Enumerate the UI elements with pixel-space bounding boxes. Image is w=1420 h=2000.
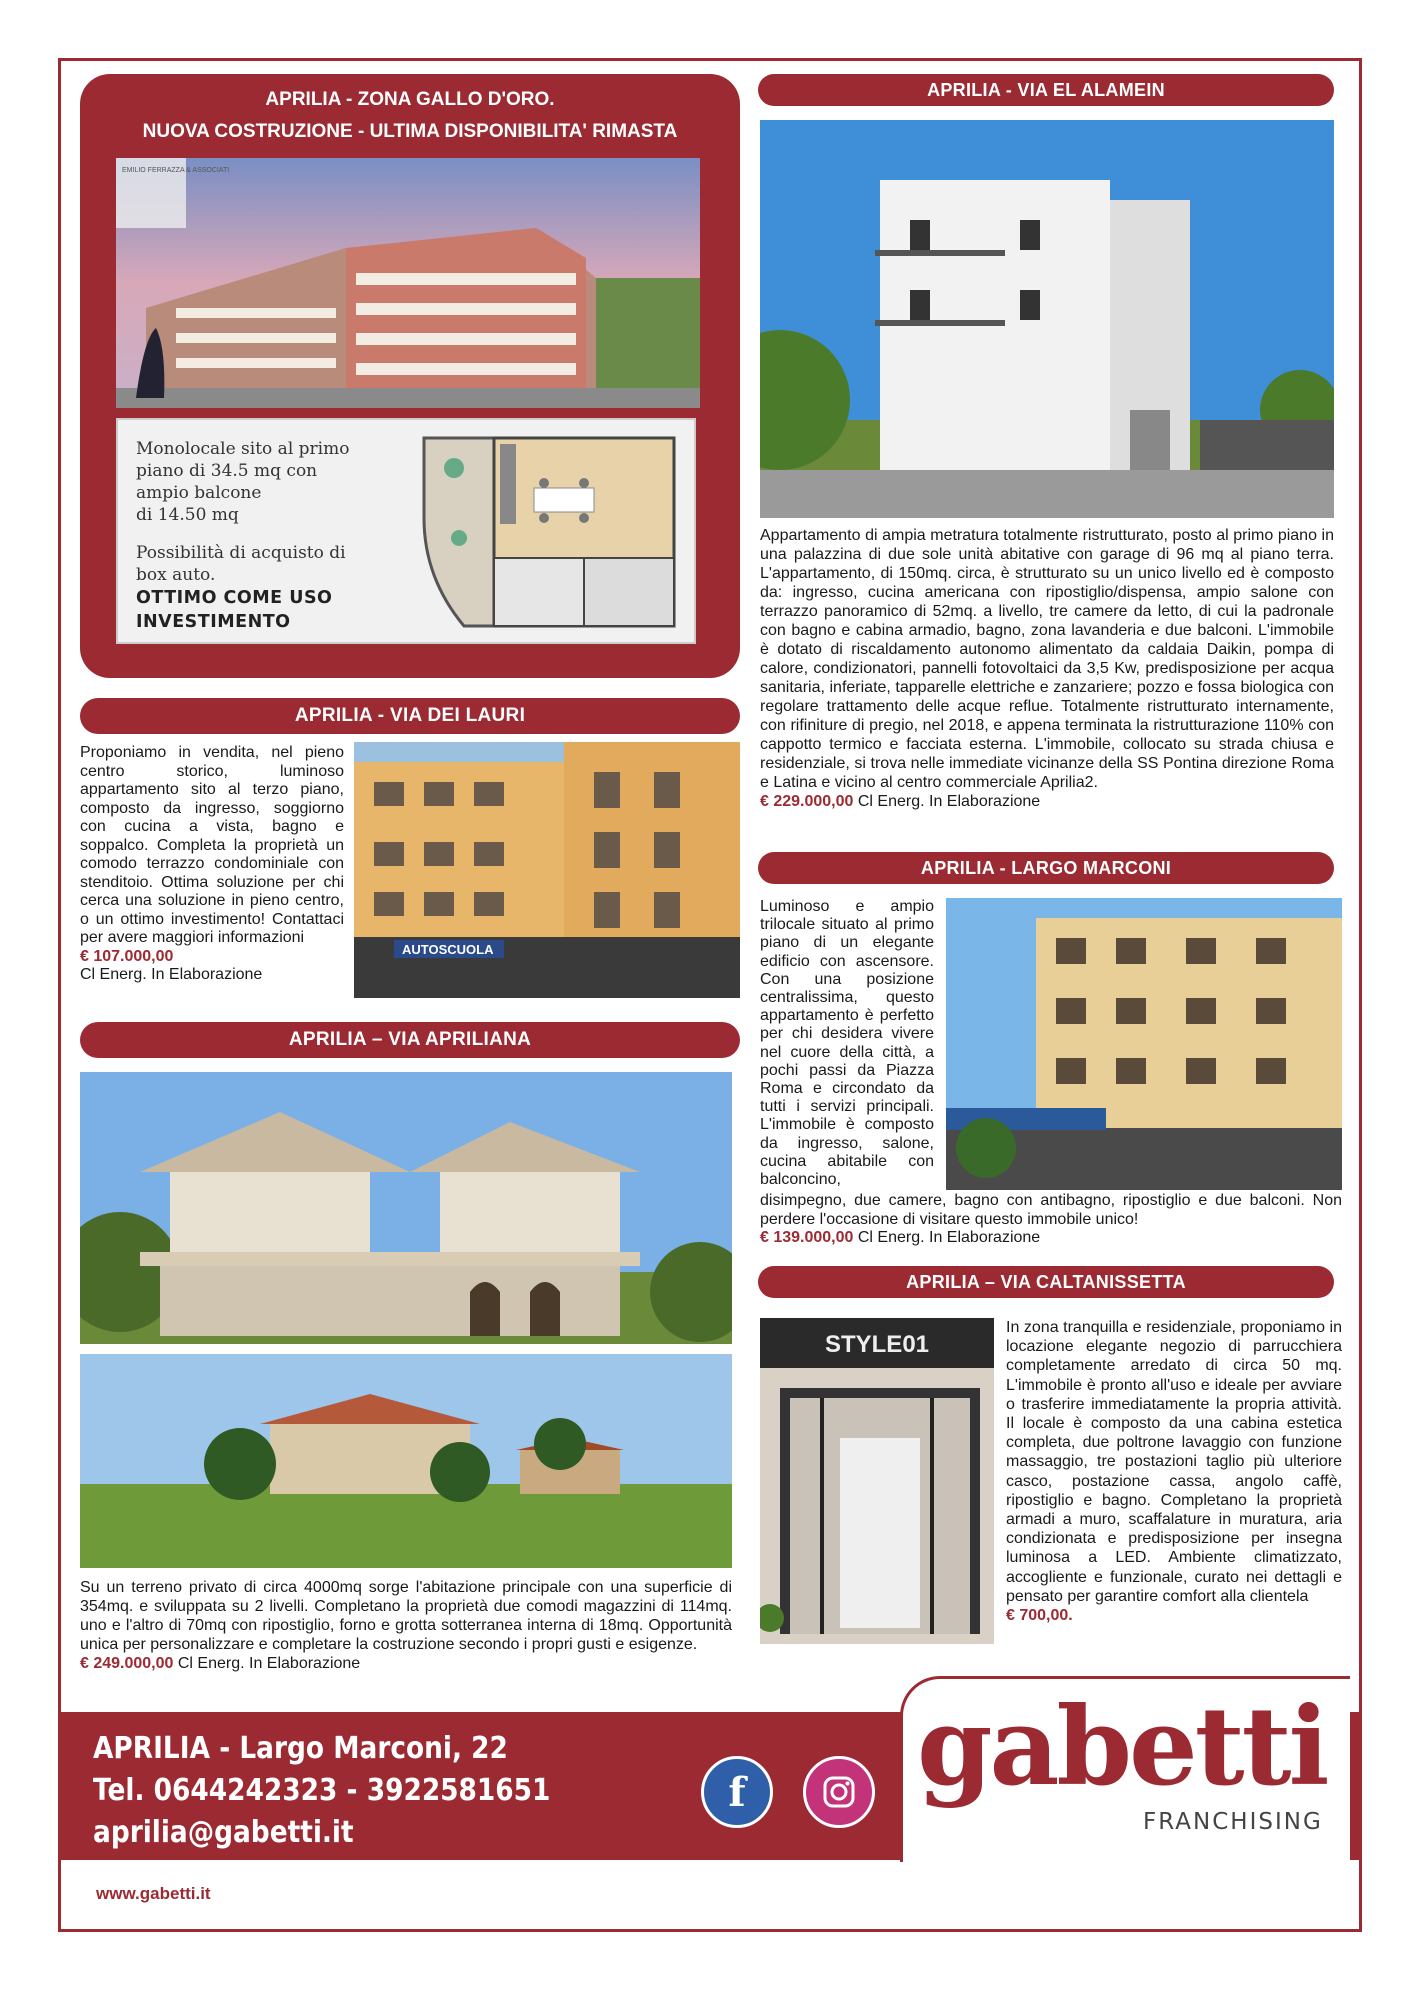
shop-sign: STYLE01 bbox=[824, 1331, 930, 1358]
lauri-price: € 107.000,00 bbox=[80, 947, 174, 965]
desc-line: piano di 34.5 mq con bbox=[136, 461, 318, 481]
phone-numbers[interactable]: Tel. 0644242323 - 3922581651 bbox=[93, 1773, 551, 1808]
marconi-description-side bbox=[760, 898, 934, 1189]
facebook-icon[interactable] bbox=[701, 1756, 773, 1828]
banner-via-dei-lauri bbox=[80, 698, 740, 734]
contact-block bbox=[93, 1728, 550, 1854]
feature-title bbox=[80, 84, 740, 148]
marconi-price: € 139.000,00 bbox=[760, 1229, 854, 1246]
apriliana-photo-land bbox=[80, 1354, 732, 1568]
alamein-price: € 229.000,00 bbox=[760, 793, 854, 810]
instagram-icon[interactable] bbox=[803, 1756, 875, 1828]
alamein-photo bbox=[760, 120, 1334, 518]
marconi-text-full: disimpegno, due camere, bagno con antibagno, ripostiglio e due balconi. Non perdere l'occasione di visitare questo immobile unico! bbox=[760, 1192, 1342, 1228]
feature-title-line2: NUOVA COSTRUZIONE - ULTIMA DISPONIBILITA' RIMASTA bbox=[142, 121, 678, 142]
caltanissetta-price: € 700,00. bbox=[1006, 1607, 1073, 1625]
banner-largo-marconi bbox=[758, 852, 1334, 884]
apriliana-energy: Cl Energ. In Elaborazione bbox=[177, 1655, 361, 1672]
brand-subtitle: FRANCHISING bbox=[1143, 1809, 1323, 1835]
banner-via-caltanissetta bbox=[758, 1266, 1334, 1298]
marconi-text-side: Luminoso e ampio trilocale situato al primo piano di un elegante edificio con ascensore. Con una posizione centralissima, questo appartamento è perfetto per chi desidera vivere nel cuore della città, a pochi passi da Piazza Roma e circondato da tutti i servizi principali. L'immobile è composto da ingresso, salone, cucina abitabile con balconcino, bbox=[760, 898, 934, 1189]
caltanissetta-description bbox=[1006, 1318, 1342, 1625]
section-title: APRILIA – VIA CALTANISSETTA bbox=[906, 1272, 1186, 1292]
website-link[interactable]: www.gabetti.it bbox=[96, 1884, 211, 1903]
lauri-text: Proponiamo in vendita, nel pieno centro storico, luminoso appartamento sito al terzo piano, composto da ingresso, soggiorno con cucina a vista, bagno e soppalco. Completa la proprietà un comodo terrazzo condominiale con stenditoio. Ottima soluzione per chi cerca una soluzione in pieno centro, o un ottimo investimento! Contattaci per avere maggiori informazioni bbox=[80, 744, 344, 946]
apriliana-price: € 249.000,00 bbox=[80, 1655, 174, 1672]
feature-title-line1: APRILIA - ZONA GALLO D'ORO. bbox=[265, 89, 555, 110]
apriliana-text: Su un terreno privato di circa 4000mq sorge l'abitazione principale con una superficie di 354mq. e sviluppata su 2 livelli. Completano la proprietà due comodi magazzini di 114mq. uno e l'altro di 70mq con ripostiglio, forno e grotta sotterranea interna di 18mq. Opportunità unica per personalizzare e completare la costruzione secondo i propri gusti e esigenze. bbox=[80, 1579, 732, 1653]
marconi-photo bbox=[946, 898, 1342, 1190]
facebook-glyph: f bbox=[728, 1768, 746, 1816]
banner-via-el-alamein bbox=[758, 74, 1334, 106]
lauri-description bbox=[80, 744, 344, 985]
apriliana-description bbox=[80, 1578, 732, 1673]
gabetti-logo bbox=[900, 1676, 1350, 1862]
alamein-energy: Cl Energ. In Elaborazione bbox=[857, 793, 1041, 810]
office-address: APRILIA - Largo Marconi, 22 bbox=[93, 1731, 508, 1766]
box-line: box auto. bbox=[136, 565, 216, 585]
apriliana-photo-house bbox=[80, 1072, 732, 1344]
brand-wordmark: gabetti bbox=[917, 1684, 1327, 1810]
rendering-watermark: EMILIO FERRAZZA & ASSOCIATI bbox=[122, 167, 230, 174]
banner-via-apriliana bbox=[80, 1022, 740, 1058]
feature-listing-gallo-doro bbox=[80, 74, 740, 678]
rendering-photo bbox=[116, 158, 700, 408]
alamein-text: Appartamento di ampia metratura totalmente ristrutturato, posto al primo piano in una palazzina di due sole unità abitative con garage di 96 mq al piano terra. L'appartamento, di 150mq. circa, è strutturato su un unico livello ed è composto da: ingresso, cucina americana con ripostiglio/dispensa, ampio salone con terrazzo panoramico di 52mq. a livello, tre camere da letto, di cui la padronale con bagno e cabina armadio, bagno, zona lavanderia e due balconi. L'immobile è dotato di riscaldamento autonomo alimentato da caldaia Daikin, pompa di calore, condizionatori, pannelli fotovoltaici da 3,5 Kw, predisposizione per acqua sanitaria, inferiate, tapparelle elettriche e zanzariere; pozzo e fossa biologica con regolare trattamento delle acque reflue. Totalmente ristrutturato internamente, con rifiniture di pregio, nel 2018, e appena terminata la ristrutturazione 110% con cappotto termico e facciata esterna. L'immobile, collocato su strada chiusa e residenziale, si trova nelle immediate vicinanze della SS Pontina direzione Roma e Latina e vicino al centro commerciale Aprilia2. bbox=[760, 527, 1334, 791]
alamein-description bbox=[760, 526, 1334, 811]
instagram-glyph bbox=[821, 1774, 857, 1810]
section-title: APRILIA – VIA APRILIANA bbox=[288, 1029, 532, 1050]
desc-line: di 14.50 mq bbox=[136, 505, 239, 525]
section-title: APRILIA - VIA EL ALAMEIN bbox=[927, 80, 1165, 100]
highlight-line: INVESTIMENTO bbox=[136, 612, 291, 632]
floorplan-box bbox=[116, 418, 696, 644]
highlight-line: OTTIMO COME USO bbox=[136, 588, 333, 608]
floorplan-description bbox=[136, 438, 396, 634]
desc-line: Monolocale sito al primo bbox=[136, 439, 350, 459]
section-title: APRILIA - LARGO MARCONI bbox=[920, 858, 1172, 878]
floorplan-image bbox=[404, 428, 688, 636]
caltanissetta-text: In zona tranquilla e residenziale, proponiamo in locazione elegante negozio di parrucchiera completamente arredato di circa 50 mq. L'immobile è pronto all'uso e ideale per avviare o trasferire immediatamente la propria attività. Il locale è composto da una cabina estetica completa, due poltrone lavaggio con funzione massaggio, tre postazioni taglio più ulteriore casco, postazione cassa, angolo caffè, ripostiglio e bagno. Completano la proprietà armadi a muro, scaffalature in muratura, aria condizionata e predisposizione per insegna luminosa a LED. Ambiente climatizzato, accogliente e funzionale, curato nei dettagli e pensato per garantire comfort alla clientela bbox=[1006, 1319, 1342, 1605]
email-address[interactable]: aprilia@gabetti.it bbox=[93, 1815, 354, 1850]
autoscuola-sign: AUTOSCUOLA bbox=[402, 942, 494, 957]
marconi-energy: Cl Energ. In Elaborazione bbox=[857, 1229, 1041, 1246]
marconi-description-full bbox=[760, 1192, 1342, 1248]
lauri-energy: Cl Energ. In Elaborazione bbox=[80, 966, 263, 983]
caltanissetta-photo bbox=[760, 1318, 994, 1644]
box-line: Possibilità di acquisto di bbox=[136, 543, 346, 563]
lauri-photo bbox=[354, 742, 740, 998]
desc-line: ampio balcone bbox=[136, 483, 262, 503]
section-title: APRILIA - VIA DEI LAURI bbox=[294, 705, 526, 726]
